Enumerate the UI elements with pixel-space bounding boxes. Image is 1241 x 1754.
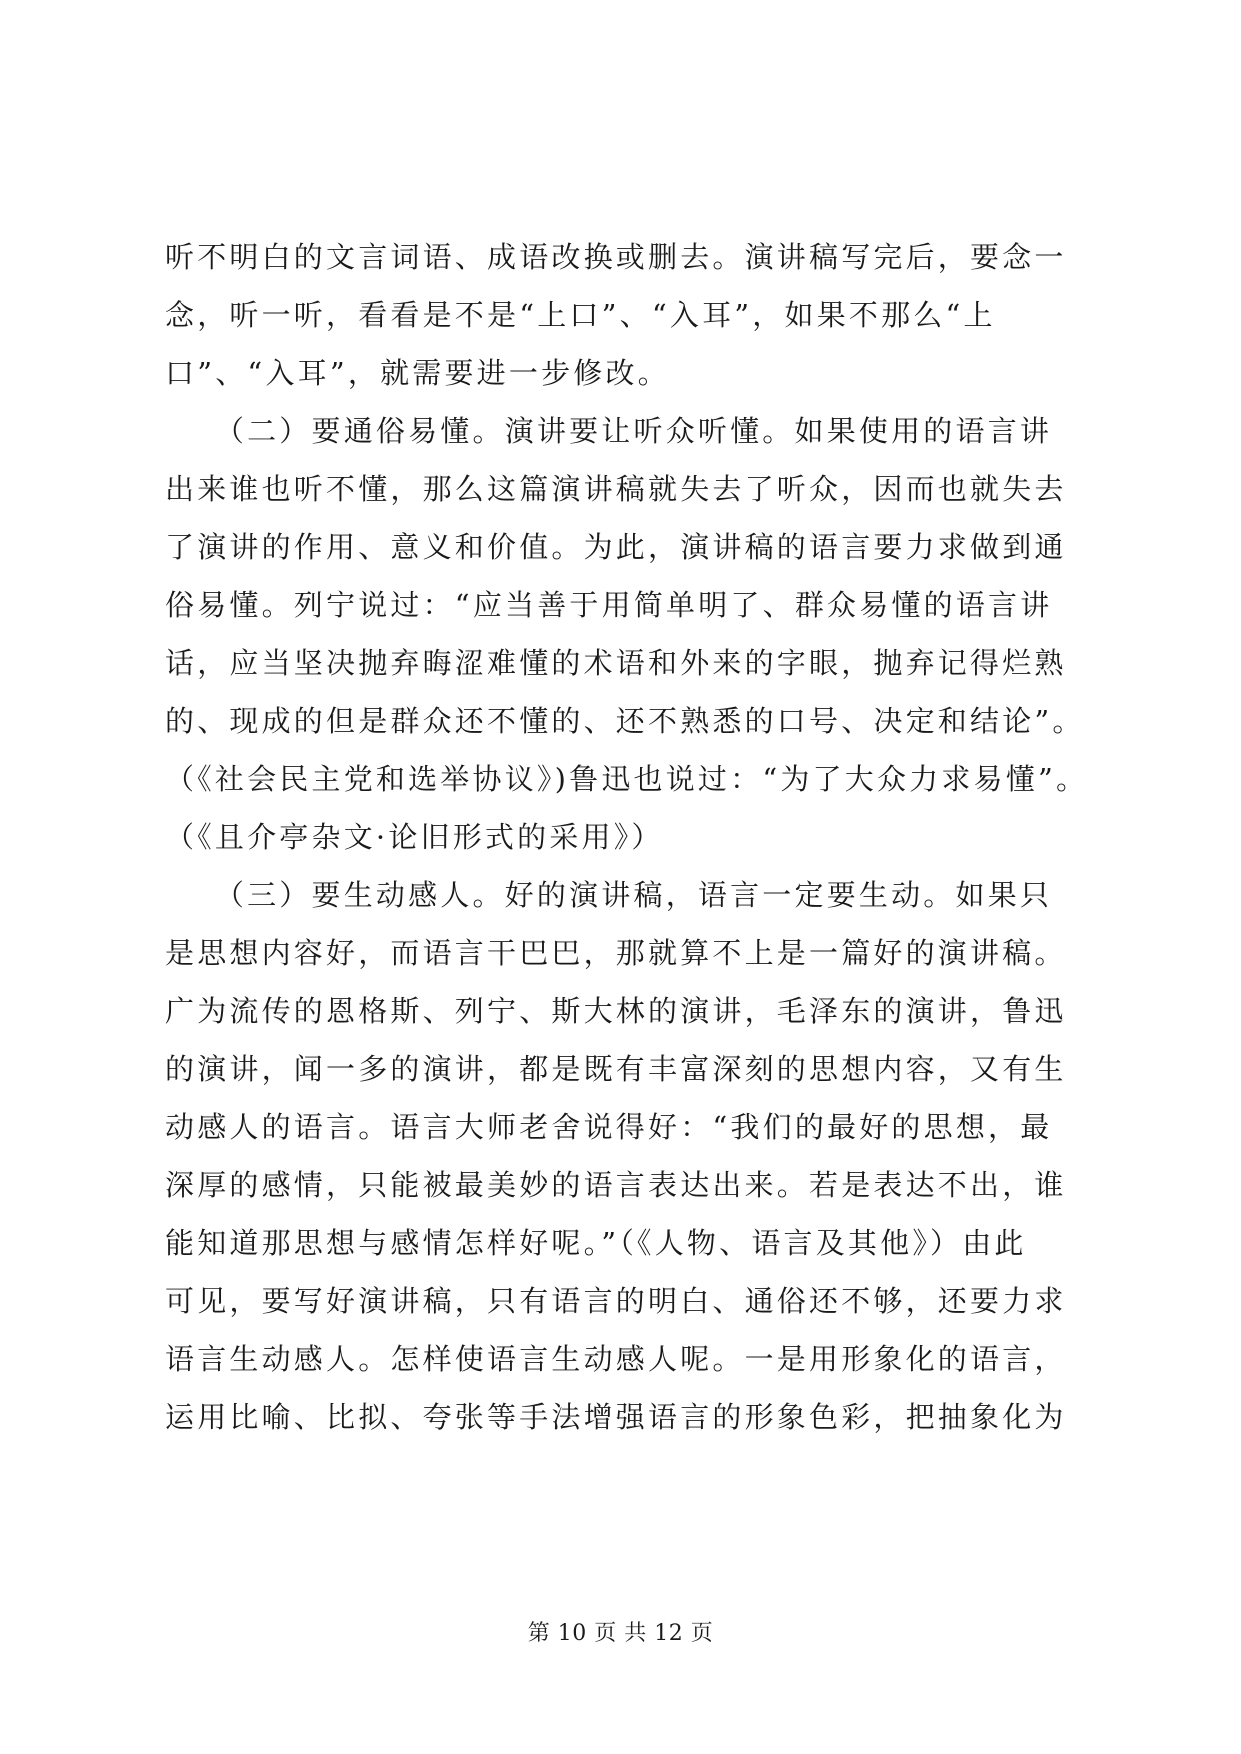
text-line: （三）要生动感人。好的演讲稿，语言一定要生动。如果只 [165,878,1053,912]
text-line: （《社会民主党和选举协议》)鲁迅也说过：“为了大众力求易懂”。 [165,762,1089,796]
page-footer [0,1619,1241,1649]
text-line: 的演讲，闻一多的演讲，都是既有丰富深刻的思想内容，又有生 [165,1052,1067,1086]
body-text [165,228,1125,1446]
text-line: 广为流传的恩格斯、列宁、斯大林的演讲，毛泽东的演讲，鲁迅 [165,994,1067,1028]
page-number-label: 第 10 页 共 12 页 [527,1621,714,1646]
text-line: 可见，要写好演讲稿，只有语言的明白、通俗还不够，还要力求 [165,1284,1067,1318]
text-line: 话，应当坚决抛弃晦涩难懂的术语和外来的字眼，抛弃记得烂熟 [165,646,1067,680]
text-line: 运用比喻、比拟、夸张等手法增强语言的形象色彩，把抽象化为 [165,1400,1067,1434]
text-line: 念，听一听，看看是不是“上口”、“入耳”，如果不那么“上 [165,298,996,332]
text-line: 俗易懂。列宁说过：“应当善于用简单明了、群众易懂的语言讲 [165,588,1053,622]
text-line: 的、现成的但是群众还不懂的、还不熟悉的口号、决定和结论”。 [165,704,1085,738]
text-line: 口”、“入耳”，就需要进一步修改。 [165,356,670,390]
text-line: （《且介亭杂文·论旧形式的采用》） [165,820,664,854]
text-line: 听不明白的文言词语、成语改换或删去。演讲稿写完后，要念一 [165,240,1067,274]
text-line: 动感人的语言。语言大师老舍说得好：“我们的最好的思想，最 [165,1110,1053,1144]
text-line: （二）要通俗易懂。演讲要让听众听懂。如果使用的语言讲 [165,414,1053,448]
text-line: 出来谁也听不懂，那么这篇演讲稿就失去了听众，因而也就失去 [165,472,1067,506]
text-line: 语言生动感人。怎样使语言生动感人呢。一是用形象化的语言， [165,1342,1067,1376]
text-line: 深厚的感情，只能被最美妙的语言表达出来。若是表达不出，谁 [165,1168,1067,1202]
text-line: 能知道那思想与感情怎样好呢。”（《人物、语言及其他》）由此 [165,1226,1027,1260]
text-line: 是思想内容好，而语言干巴巴，那就算不上是一篇好的演讲稿。 [165,936,1067,970]
text-line: 了演讲的作用、意义和价值。为此，演讲稿的语言要力求做到通 [165,530,1067,564]
